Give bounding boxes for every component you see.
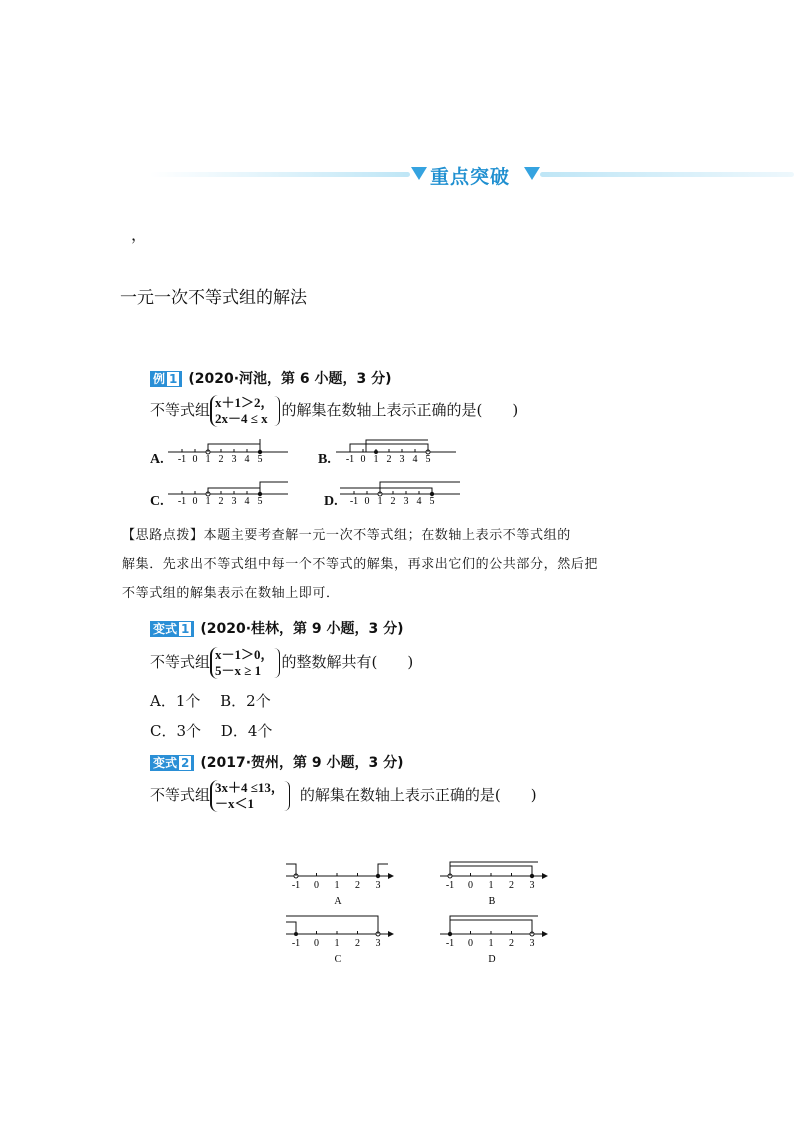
variant1-system: x－1＞0， 5－x ≥ 1 [210,647,274,679]
example1-system: x＋1＞2， 2x－4 ≤ x [210,395,274,427]
variant1-tag: 变式 1 [150,621,194,637]
banner-title: 重点突破 [430,166,511,188]
tick-label: 2 [355,880,360,891]
example1-stem: 不等式组 x＋1＞2， 2x－4 ≤ x 的解集在数轴上表示正确的是( ) [150,395,519,426]
tick-label: 2 [509,938,514,949]
variant2-figure-d [436,912,548,964]
variant2-system: 3x＋4 ≤13， －x＜1 [210,780,284,812]
tick-label: 1 [373,454,379,465]
variant2-figure-a [282,858,394,910]
example1-numberline-d [336,478,464,512]
tick-label: 2 [355,938,360,949]
example1-heading [150,368,392,388]
tick-label: 5 [429,496,435,507]
tick-label: 0 [314,938,319,949]
variant1-options-row1: A．1个 B．2个 [150,692,271,710]
example1-source: (2020·河池，第 6 小题，3 分) [188,371,392,387]
variant1-heading [150,618,404,638]
tick-label: 3 [529,938,535,949]
tick-label: -1 [345,454,355,465]
tick-label: 2 [509,880,514,891]
tick-label: 0 [192,454,198,465]
tick-label: 4 [416,496,422,507]
example1-option-b-label: B. [318,452,331,467]
variant1-source: (2020·桂林，第 9 小题，3 分) [200,621,404,637]
tick-label: 4 [244,454,250,465]
tick-label: 0 [314,880,319,891]
example1-option-d-label: D. [324,494,338,509]
example1-option-c-label: C. [150,494,164,509]
stray-mark: ， [131,225,148,244]
tick-label: 2 [390,496,396,507]
tick-label: 1 [488,880,494,891]
example1-numberline-c [164,478,294,512]
tick-label: 0 [468,880,473,891]
variant2-heading [150,752,404,772]
tick-label: -1 [177,496,187,507]
tick-label: -1 [291,938,301,949]
banner-triangle-left-icon [411,167,427,180]
tick-label: 3 [231,454,237,465]
variant2-figure-c [282,912,394,964]
tick-label: 5 [257,496,263,507]
figure-caption: C [334,954,342,964]
figure-caption: D [488,954,496,964]
figure-caption: B [488,896,496,907]
variant2-source: (2017·贺州，第 9 小题，3 分) [200,755,404,771]
variant2-figure-b [436,858,548,910]
figure-caption: A [334,896,342,907]
tick-label: -1 [177,454,187,465]
tick-label: 1 [377,496,383,507]
tick-label: 5 [425,454,431,465]
example1-tag: 例 1 [150,371,182,387]
banner-line-right [540,172,794,177]
tick-label: 1 [334,880,340,891]
tick-label: 4 [244,496,250,507]
tick-label: -1 [445,880,455,891]
tick-label: 0 [360,454,366,465]
section-title: 一元一次不等式组的解法 [120,288,307,308]
tick-label: -1 [445,938,455,949]
tick-label: 3 [399,454,405,465]
tick-label: 1 [334,938,340,949]
tick-label: 3 [529,880,535,891]
banner-line-left [150,172,410,177]
tick-label: 3 [231,496,237,507]
tick-label: 3 [375,938,381,949]
tick-label: 3 [403,496,409,507]
example1-numberline-a [164,438,294,470]
tick-label: 2 [218,496,224,507]
tick-label: 4 [412,454,418,465]
hint-line-2: 解集．先求出不等式组中每一个不等式的解集，再求出它们的公共部分，然后把 [122,557,599,572]
variant1-options-row2: C．3个 D．4个 [150,722,273,740]
tick-label: -1 [291,880,301,891]
tick-label: 3 [375,880,381,891]
tick-label: 0 [192,496,198,507]
variant1-stem: 不等式组 x－1＞0， 5－x ≥ 1 的整数解共有( ) [150,647,414,678]
hint-paragraph [122,521,682,608]
example1-option-a-label: A. [150,452,164,467]
variant2-stem: 不等式组 3x＋4 ≤13， －x＜1 的解集在数轴上表示正确的是( ) [150,780,537,811]
tick-label: 2 [218,454,224,465]
tick-label: 0 [364,496,370,507]
hint-line-1: 【思路点拨】本题主要考查解一元一次不等式组；在数轴上表示不等式组的 [122,528,571,543]
tick-label: 0 [468,938,473,949]
tick-label: 5 [257,454,263,465]
example1-numberline-b [332,438,462,470]
tick-label: 2 [386,454,392,465]
tick-label: -1 [349,496,359,507]
tick-label: 1 [205,454,211,465]
hint-line-3: 不等式组的解集表示在数轴上即可． [122,586,340,601]
tick-label: 1 [205,496,211,507]
tick-label: 1 [488,938,494,949]
variant2-tag: 变式 2 [150,755,194,771]
banner-triangle-right-icon [524,167,540,180]
